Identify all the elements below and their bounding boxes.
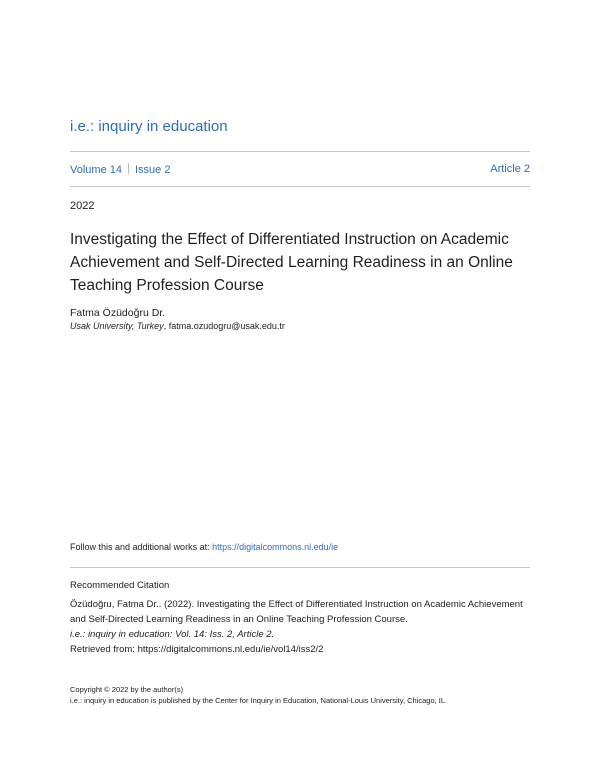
copyright-line: Copyright © 2022 by the author(s) bbox=[70, 685, 184, 694]
journal-title[interactable]: i.e.: inquiry in education bbox=[70, 118, 228, 135]
issue-info-row bbox=[70, 163, 530, 176]
follow-link[interactable]: https://digitalcommons.nl.edu/ie bbox=[212, 542, 339, 552]
follow-text: Follow this and additional works at: bbox=[70, 542, 213, 552]
volume-link[interactable]: Volume 14 bbox=[70, 164, 122, 176]
issue-link[interactable]: Issue 2 bbox=[134, 164, 171, 176]
author-affiliation bbox=[70, 321, 285, 331]
publisher-line: i.e.: inquiry in education is published by the Center for Inquiry in Education, National-Louis University, Chicago, IL. bbox=[70, 696, 448, 705]
citation-body bbox=[70, 597, 540, 657]
article-title[interactable]: Investigating the Effect of Differentiated Instruction on Academic Achievement and Self-Directed Learning Readiness in an Online Teaching Profession Course bbox=[70, 231, 513, 294]
divider-top bbox=[70, 151, 530, 152]
author-email: , fatma.ozudogru@usak.edu.tr bbox=[163, 321, 285, 331]
citation-text: Özüdoğru, Fatma Dr.. (2022). Investigating the Effect of Differentiated Instruction on Academic Achievement and Self-Directed Learning Readiness in an Online Teaching Profession Course. bbox=[70, 599, 523, 625]
divider-issue bbox=[70, 186, 530, 187]
citation-retrieved: Retrieved from: https://digitalcommons.nl.edu/ie/vol14/iss2/2 bbox=[70, 644, 324, 655]
affiliation-name: Usak University, Turkey bbox=[70, 321, 164, 331]
divider-citation bbox=[70, 567, 530, 568]
author-name: Fatma Özüdoğru Dr. bbox=[70, 307, 166, 319]
issue-separator bbox=[128, 163, 129, 174]
article-link[interactable]: Article 2 bbox=[490, 163, 530, 175]
citation-heading: Recommended Citation bbox=[70, 580, 170, 591]
citation-journal-ref: i.e.: inquiry in education: Vol. 14: Iss. 2, Article 2. bbox=[70, 629, 275, 640]
follow-line bbox=[70, 542, 338, 552]
copyright-block bbox=[70, 684, 540, 706]
publication-year: 2022 bbox=[70, 200, 95, 212]
